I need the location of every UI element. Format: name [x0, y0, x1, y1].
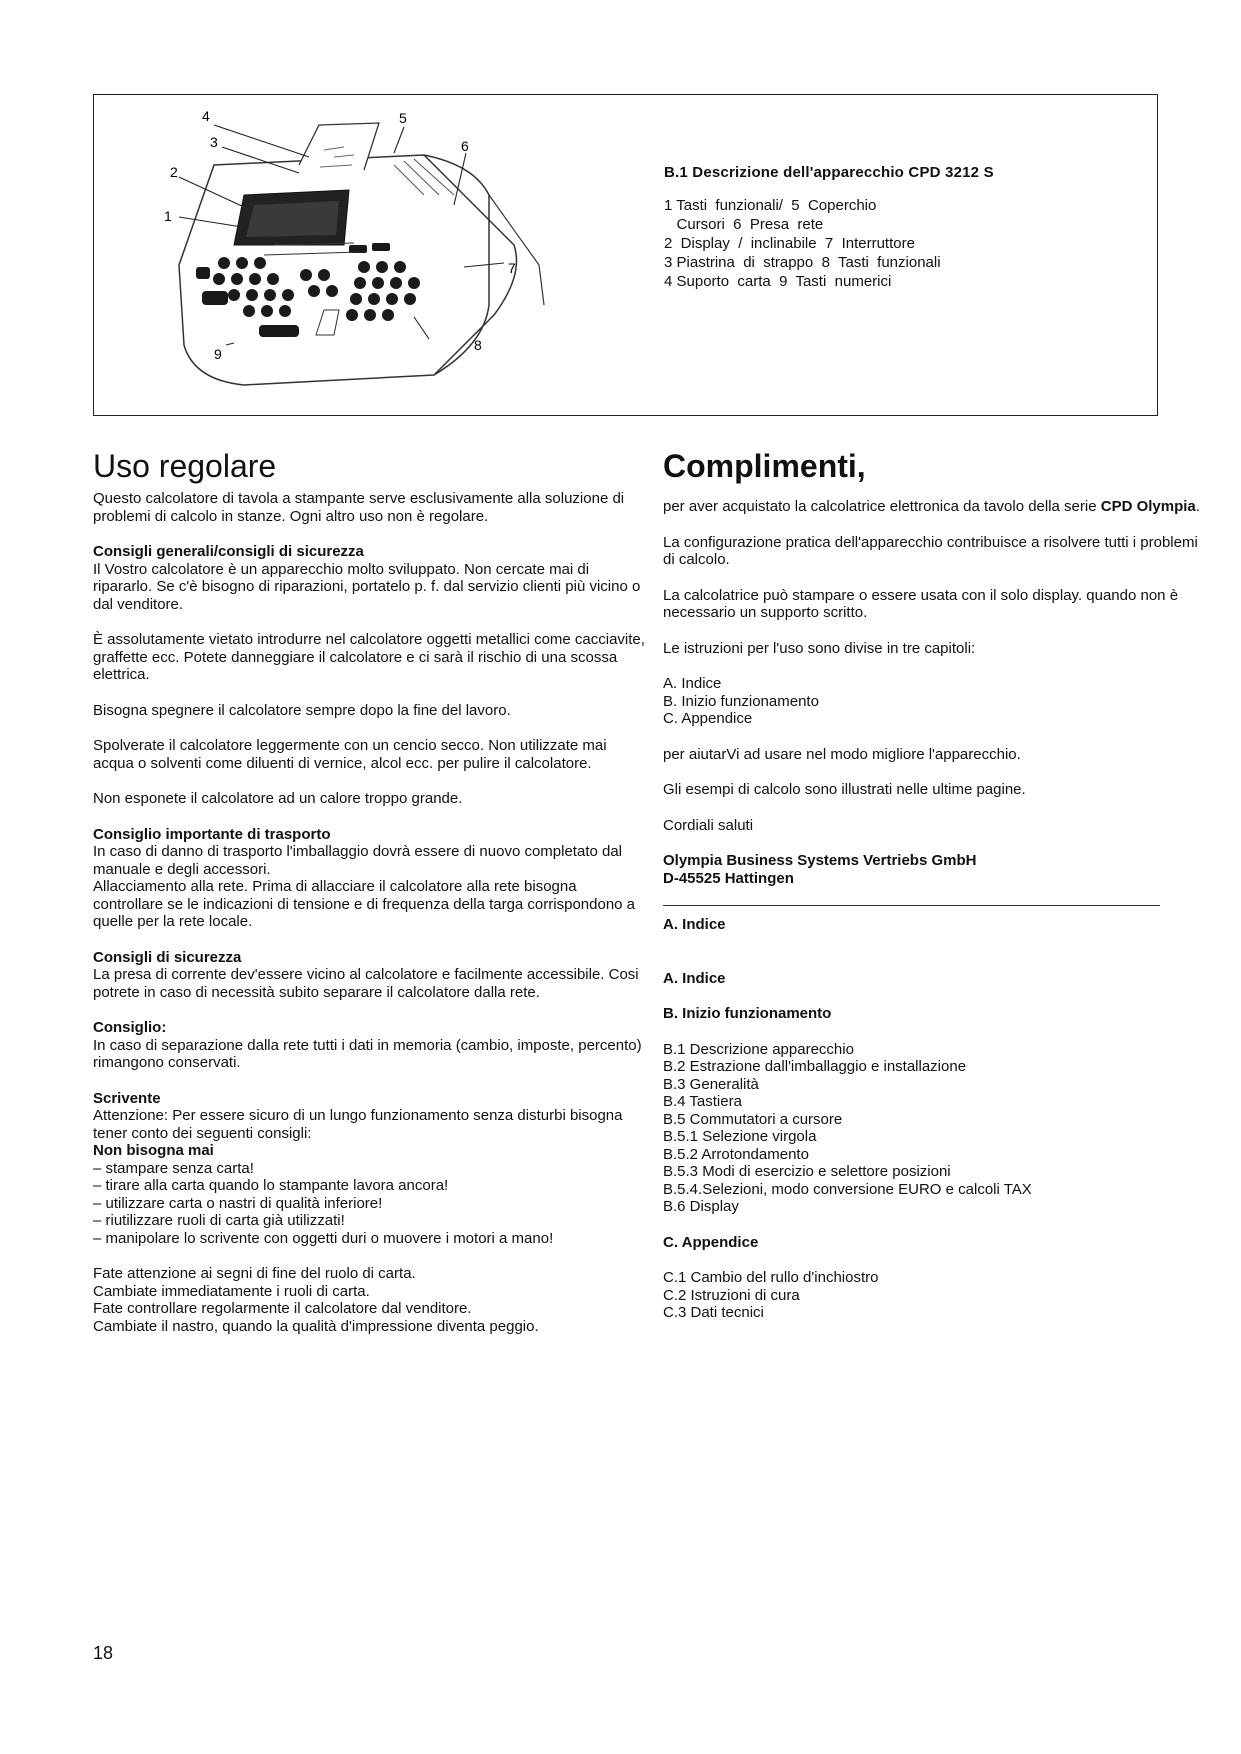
list-item: – utilizzare carta o nastri di qualità inferiore!: [93, 1194, 383, 1212]
paragraph: per aiutarVi ad usare nel modo migliore l'apparecchio.: [663, 745, 1021, 763]
toc-item: B.6 Display: [663, 1198, 739, 1215]
paragraph: Il Vostro calcolatore è un apparecchio molto sviluppato. Non cercate mai di ripararlo. Se c'è bisogno di riparazioni, portatelo p. f. dal servizio clienti più vicino o dal venditore.: [93, 560, 641, 613]
list-item: – manipolare lo scrivente con oggetti duri o muovere i motori a mano!: [93, 1229, 554, 1247]
paragraph: Le istruzioni per l'uso sono divise in tre capitoli:: [663, 639, 976, 657]
paragraph: La configurazione pratica dell'apparecchio contribuisce a risolvere tutti i problemi di calcolo.: [663, 533, 1198, 568]
chapter-item: B. Inizio funzionamento: [663, 692, 819, 710]
toc-section-a: A. Indice: [663, 969, 726, 987]
toc-item: B.4 Tastiera: [663, 1093, 742, 1110]
legend-line: 4 Suporto carta 9 Tasti numerici: [664, 273, 892, 290]
chapter-item: C. Appendice: [663, 710, 753, 727]
left-column: [93, 446, 645, 1335]
toc-item: B.2 Estrazione dall'imballaggio e installazione: [663, 1058, 967, 1075]
toc-item: B.5 Commutatori a cursore: [663, 1110, 843, 1128]
callout-1: 1: [164, 208, 172, 224]
toc-heading: A. Indice: [663, 916, 726, 933]
callout-5: 5: [399, 110, 407, 126]
legend-line: 1 Tasti funzionali/ 5 Coperchio: [664, 197, 877, 214]
divider: [663, 905, 1160, 906]
paragraph: Non esponete il calcolatore ad un calore troppo grande.: [93, 790, 463, 807]
legend-line: 2 Display / inclinabile 7 Interruttore: [664, 235, 915, 252]
list-item: – tirare alla carta quando lo stampante lavora ancora!: [93, 1177, 449, 1194]
paragraph: Bisogna spegnere il calcolatore sempre dopo la fine del lavoro.: [93, 701, 511, 719]
section-title-advice: Consiglio:: [93, 1019, 167, 1036]
paragraph: È assolutamente vietato introdurre nel calcolatore oggetti metallici come cacciavite, graffette ecc. Potete danneggiare il calcolatore e ci sarà il rischio di una scossa elettrica.: [93, 631, 645, 683]
callout-7: 7: [508, 260, 516, 276]
paragraph-text: per aver acquistato la calcolatrice elettronica da tavolo della serie: [663, 498, 1101, 515]
subheading-never: Non bisogna mai: [93, 1142, 214, 1159]
toc-item: B.5.2 Arrotondamento: [663, 1145, 809, 1163]
paragraph: Spolverate il calcolatore leggermente con un cencio secco. Non utilizzate mai acqua o solventi come diluenti di vernice, alcol ecc. per pulire il calcolatore.: [93, 737, 607, 772]
heading-uso-regolare: Uso regolare: [93, 448, 277, 484]
paragraph: La calcolatrice può stampare o essere usata con il solo display. quando non è necessario un supporto scritto.: [663, 586, 1179, 621]
toc-item: B.1 Descrizione apparecchio: [663, 1040, 854, 1058]
brand-name: CPD Olympia: [1100, 498, 1196, 515]
callout-6: 6: [461, 138, 469, 154]
chapter-item: A. Indice: [663, 675, 722, 692]
legend-line: 3 Piastrina di strappo 8 Tasti funzionali: [664, 254, 941, 271]
calculator-illustration: [94, 95, 654, 415]
heading-complimenti: Complimenti,: [663, 448, 866, 484]
paragraph: In caso di separazione dalla rete tutti i dati in memoria (cambio, imposte, percento) rimangono conservati.: [93, 1036, 642, 1071]
toc-item: B.3 Generalità: [663, 1075, 759, 1093]
company-name: Olympia Business Systems Vertriebs GmbH: [663, 852, 977, 869]
paragraph: La presa di corrente dev'essere vicino al calcolatore e facilmente accessibile. Cosi potrete in caso di necessità subito separare il calcolatore dalla rete.: [93, 966, 639, 1001]
callout-4: 4: [202, 108, 210, 124]
toc-item: B.5.3 Modi di esercizio e selettore posizioni: [663, 1163, 951, 1180]
section-title-printer: Scrivente: [93, 1089, 161, 1107]
punctuation: .: [1195, 498, 1200, 515]
legend-title: B.1 Descrizione dell'apparecchio CPD 3212 S: [664, 164, 994, 181]
section-title-transport: Consiglio importante di trasporto: [93, 825, 331, 843]
toc-item: C.1 Cambio del rullo d'inchiostro: [663, 1269, 879, 1286]
toc-item: C.2 Istruzioni di cura: [663, 1286, 800, 1304]
legend-line: Cursori 6 Presa rete: [664, 216, 824, 233]
company-address: D-45525 Hattingen: [663, 869, 794, 887]
page-number: 18: [93, 1643, 114, 1663]
list-item: – stampare senza carta!: [93, 1159, 254, 1177]
toc-item: B.5.1 Selezione virgola: [663, 1128, 817, 1145]
callout-3: 3: [210, 134, 218, 150]
figure-legend: [664, 163, 994, 291]
paragraph: Fate attenzione ai segni di fine del ruolo di carta.: [93, 1265, 416, 1282]
paragraph: Cambiate immediatamente i ruoli di carta.: [93, 1282, 370, 1300]
toc-item: B.5.4.Selezioni, modo conversione EURO e calcoli TAX: [663, 1180, 1032, 1198]
paragraph: Gli esempi di calcolo sono illustrati nelle ultime pagine.: [663, 781, 1026, 798]
paragraph: Attenzione: Per essere sicuro di un lungo funzionamento senza disturbi bisogna tener conto dei seguenti consigli:: [93, 1107, 623, 1142]
callout-2: 2: [170, 164, 178, 180]
toc-item: C.3 Dati tecnici: [663, 1304, 764, 1321]
paragraph: Fate controllare regolarmente il calcolatore dal venditore.: [93, 1300, 472, 1317]
paragraph: [663, 498, 1213, 516]
closing: Cordiali saluti: [663, 816, 754, 834]
intro-paragraph: Questo calcolatore di tavola a stampante serve esclusivamente alla soluzione di problemi di calcolo in stanze. Ogni altro uso non è regolare.: [93, 490, 625, 525]
list-item: – riutilizzare ruoli di carta già utilizzati!: [93, 1212, 345, 1229]
callout-9: 9: [214, 346, 222, 362]
toc-section-c: C. Appendice: [663, 1233, 759, 1251]
paragraph: In caso di danno di trasporto l'imballaggio dovrà essere di nuovo completato dal manuale e degli accessori.: [93, 843, 623, 878]
right-column: [663, 446, 1213, 1322]
toc-section-b: B. Inizio funzionamento: [663, 1005, 832, 1022]
section-title-general-safety: Consigli generali/consigli di sicurezza: [93, 543, 364, 560]
paragraph: Allacciamento alla rete. Prima di allacciare il calcolatore alla rete bisogna controllare se le indicazioni di tensione e di frequenza della targa corrispondono a quelle per la rete locale.: [93, 878, 636, 930]
figure-box: [93, 94, 1158, 416]
paragraph: Cambiate il nastro, quando la qualità d'impressione diventa peggio.: [93, 1317, 539, 1335]
section-title-safety: Consigli di sicurezza: [93, 948, 242, 966]
callout-8: 8: [474, 337, 482, 353]
